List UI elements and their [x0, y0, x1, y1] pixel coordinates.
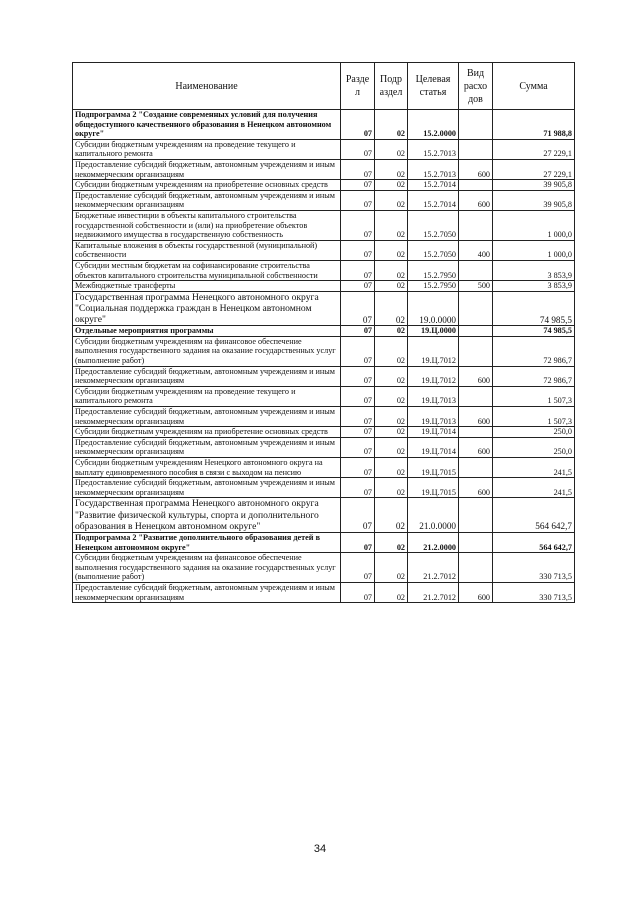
cell-statya: 15.2.7014 [408, 190, 459, 210]
cell-podrazdel: 02 [375, 180, 408, 191]
cell-summa: 3 853,9 [493, 260, 575, 280]
table-row [73, 110, 575, 140]
cell-statya: 15.2.7013 [408, 159, 459, 179]
cell-razdel: 07 [341, 291, 375, 326]
cell-statya: 19.Ц.7014 [408, 427, 459, 438]
cell-name: Предоставление субсидий бюджетным, автономным учреждениям и иным некоммерческим организациям [73, 582, 341, 602]
cell-summa: 39 905,8 [493, 180, 575, 191]
cell-razdel: 07 [341, 210, 375, 240]
cell-summa: 72 986,7 [493, 336, 575, 366]
cell-summa: 250,0 [493, 427, 575, 438]
cell-statya: 19.Ц.7015 [408, 458, 459, 478]
cell-razdel: 07 [341, 326, 375, 337]
cell-summa: 330 713,5 [493, 582, 575, 602]
table-row [73, 437, 575, 457]
cell-name: Бюджетные инвестиции в объекты капитального строительства государственной собственности и (или) на приобретение объектов недвижимого имущества в государственную собственность [73, 210, 341, 240]
cell-name: Субсидии бюджетным учреждениям на финансовое обеспечение выполнения государственного задания на оказание государственных услуг (выполнение работ) [73, 336, 341, 366]
cell-vid [459, 533, 493, 553]
cell-podrazdel: 02 [375, 582, 408, 602]
cell-podrazdel: 02 [375, 110, 408, 140]
cell-statya: 15.2.0000 [408, 110, 459, 140]
cell-vid: 600 [459, 437, 493, 457]
cell-summa: 564 642,7 [493, 498, 575, 533]
cell-podrazdel: 02 [375, 260, 408, 280]
cell-vid: 600 [459, 407, 493, 427]
cell-vid: 500 [459, 281, 493, 292]
cell-vid: 600 [459, 582, 493, 602]
cell-vid [459, 110, 493, 140]
cell-name: Субсидии бюджетным учреждениям на приобретение основных средств [73, 427, 341, 438]
cell-podrazdel: 02 [375, 366, 408, 386]
cell-statya: 19.Ц.7014 [408, 437, 459, 457]
cell-statya: 19.Ц.7015 [408, 478, 459, 498]
cell-razdel: 07 [341, 260, 375, 280]
cell-name: Субсидии бюджетным учреждениям Ненецкого автономного округа на выплату единовременного пособия в связи с выходом на пенсию [73, 458, 341, 478]
cell-summa: 241,5 [493, 478, 575, 498]
table-row [73, 427, 575, 438]
cell-vid [459, 498, 493, 533]
cell-statya: 19.Ц.7012 [408, 336, 459, 366]
cell-name: Субсидии местным бюджетам на софинансирование строительства объектов капитального строительства муниципальной собственности [73, 260, 341, 280]
cell-vid [459, 553, 493, 583]
table-row [73, 498, 575, 533]
cell-statya: 19.0.0000 [408, 291, 459, 326]
cell-podrazdel: 02 [375, 458, 408, 478]
cell-summa: 3 853,9 [493, 281, 575, 292]
cell-name: Субсидии бюджетным учреждениям на проведение текущего и капитального ремонта [73, 139, 341, 159]
cell-summa: 72 986,7 [493, 366, 575, 386]
cell-name: Отдельные мероприятия программы [73, 326, 341, 337]
cell-vid: 600 [459, 478, 493, 498]
cell-podrazdel: 02 [375, 240, 408, 260]
page-number: 34 [313, 843, 327, 855]
cell-statya: 15.2.7950 [408, 281, 459, 292]
cell-vid: 600 [459, 366, 493, 386]
cell-name: Субсидии бюджетным учреждениям на проведение текущего и капитального ремонта [73, 386, 341, 406]
cell-podrazdel: 02 [375, 291, 408, 326]
cell-razdel: 07 [341, 553, 375, 583]
cell-statya: 21.2.0000 [408, 533, 459, 553]
cell-summa: 1 507,3 [493, 407, 575, 427]
cell-podrazdel: 02 [375, 139, 408, 159]
cell-summa: 250,0 [493, 437, 575, 457]
cell-podrazdel: 02 [375, 210, 408, 240]
cell-razdel: 07 [341, 281, 375, 292]
cell-razdel: 07 [341, 478, 375, 498]
table-row [73, 553, 575, 583]
cell-podrazdel: 02 [375, 386, 408, 406]
cell-podrazdel: 02 [375, 159, 408, 179]
cell-podrazdel: 02 [375, 326, 408, 337]
table-row [73, 458, 575, 478]
cell-statya: 15.2.7050 [408, 210, 459, 240]
cell-vid [459, 386, 493, 406]
cell-name: Предоставление субсидий бюджетным, автономным учреждениям и иным некоммерческим организациям [73, 159, 341, 179]
cell-summa: 74 985,5 [493, 291, 575, 326]
header-row [73, 63, 575, 110]
cell-razdel: 07 [341, 498, 375, 533]
cell-razdel: 07 [341, 407, 375, 427]
header-razdel: Разде л [341, 63, 375, 110]
cell-summa: 71 988,8 [493, 110, 575, 140]
cell-summa: 74 985,5 [493, 326, 575, 337]
cell-podrazdel: 02 [375, 190, 408, 210]
cell-podrazdel: 02 [375, 533, 408, 553]
cell-statya: 15.2.7950 [408, 260, 459, 280]
cell-statya: 19.Ц.7013 [408, 386, 459, 406]
cell-vid [459, 458, 493, 478]
table-row [73, 407, 575, 427]
cell-name: Субсидии бюджетным учреждениям на приобретение основных средств [73, 180, 341, 191]
cell-statya: 19.Ц.0000 [408, 326, 459, 337]
cell-statya: 15.2.7013 [408, 139, 459, 159]
cell-summa: 27 229,1 [493, 139, 575, 159]
cell-statya: 15.2.7014 [408, 180, 459, 191]
cell-name: Субсидии бюджетным учреждениям на финансовое обеспечение выполнения государственного задания на оказание государственных услуг (выполнение работ) [73, 553, 341, 583]
cell-summa: 330 713,5 [493, 553, 575, 583]
cell-podrazdel: 02 [375, 437, 408, 457]
cell-vid [459, 139, 493, 159]
cell-podrazdel: 02 [375, 478, 408, 498]
table-row [73, 386, 575, 406]
cell-vid [459, 326, 493, 337]
cell-name: Капитальные вложения в объекты государственной (муниципальной) собственности [73, 240, 341, 260]
cell-statya: 21.0.0000 [408, 498, 459, 533]
table-row [73, 533, 575, 553]
cell-razdel: 07 [341, 336, 375, 366]
header-podrazdel: Подр аздел [375, 63, 408, 110]
cell-summa: 564 642,7 [493, 533, 575, 553]
cell-razdel: 07 [341, 159, 375, 179]
header-vid: Вид расхо дов [459, 63, 493, 110]
cell-name: Подпрограмма 2 "Развитие дополнительного образования детей в Ненецком автономном округе" [73, 533, 341, 553]
cell-vid: 600 [459, 190, 493, 210]
table-row [73, 210, 575, 240]
table-body [73, 110, 575, 603]
cell-podrazdel: 02 [375, 281, 408, 292]
table-row [73, 336, 575, 366]
cell-razdel: 07 [341, 190, 375, 210]
cell-razdel: 07 [341, 139, 375, 159]
cell-razdel: 07 [341, 582, 375, 602]
cell-podrazdel: 02 [375, 427, 408, 438]
cell-name: Государственная программа Ненецкого автономного округа "Развитие физической культуры, спорта и дополнительного образования в Ненецком автономном округе" [73, 498, 341, 533]
cell-razdel: 07 [341, 180, 375, 191]
cell-razdel: 07 [341, 427, 375, 438]
cell-razdel: 07 [341, 533, 375, 553]
table-row [73, 180, 575, 191]
cell-name: Предоставление субсидий бюджетным, автономным учреждениям и иным некоммерческим организациям [73, 366, 341, 386]
cell-summa: 27 229,1 [493, 159, 575, 179]
table-row [73, 159, 575, 179]
cell-vid [459, 336, 493, 366]
header-summa: Сумма [493, 63, 575, 110]
cell-vid: 400 [459, 240, 493, 260]
cell-summa: 39 905,8 [493, 190, 575, 210]
cell-statya: 21.2.7012 [408, 553, 459, 583]
cell-vid [459, 427, 493, 438]
budget-table [72, 62, 575, 603]
cell-razdel: 07 [341, 437, 375, 457]
cell-razdel: 07 [341, 110, 375, 140]
cell-name: Подпрограмма 2 "Создание современных условий для получения общедоступного качественного образования в Ненецком автономном округе" [73, 110, 341, 140]
cell-statya: 19.Ц.7012 [408, 366, 459, 386]
table-row [73, 291, 575, 326]
cell-statya: 15.2.7050 [408, 240, 459, 260]
cell-podrazdel: 02 [375, 553, 408, 583]
cell-vid: 600 [459, 159, 493, 179]
header-name: Наименование [73, 63, 341, 110]
cell-summa: 1 507,3 [493, 386, 575, 406]
cell-summa: 241,5 [493, 458, 575, 478]
table-row [73, 190, 575, 210]
cell-name: Предоставление субсидий бюджетным, автономным учреждениям и иным некоммерческим организациям [73, 407, 341, 427]
cell-podrazdel: 02 [375, 498, 408, 533]
cell-razdel: 07 [341, 366, 375, 386]
cell-statya: 21.2.7012 [408, 582, 459, 602]
cell-summa: 1 000,0 [493, 210, 575, 240]
cell-razdel: 07 [341, 458, 375, 478]
cell-summa: 1 000,0 [493, 240, 575, 260]
cell-podrazdel: 02 [375, 407, 408, 427]
header-statya: Целевая статья [408, 63, 459, 110]
cell-name: Межбюджетные трансферты [73, 281, 341, 292]
table-row [73, 326, 575, 337]
table-row [73, 260, 575, 280]
cell-vid [459, 210, 493, 240]
table-row [73, 366, 575, 386]
cell-vid [459, 260, 493, 280]
table-row [73, 582, 575, 602]
cell-razdel: 07 [341, 386, 375, 406]
table-row [73, 478, 575, 498]
table-row [73, 139, 575, 159]
cell-name: Государственная программа Ненецкого автономного округа "Социальная поддержка граждан в Ненецком автономном округе" [73, 291, 341, 326]
cell-name: Предоставление субсидий бюджетным, автономным учреждениям и иным некоммерческим организациям [73, 437, 341, 457]
cell-name: Предоставление субсидий бюджетным, автономным учреждениям и иным некоммерческим организациям [73, 478, 341, 498]
cell-statya: 19.Ц.7013 [408, 407, 459, 427]
cell-name: Предоставление субсидий бюджетным, автономным учреждениям и иным некоммерческим организациям [73, 190, 341, 210]
table-row [73, 281, 575, 292]
cell-razdel: 07 [341, 240, 375, 260]
cell-vid [459, 291, 493, 326]
table-row [73, 240, 575, 260]
cell-podrazdel: 02 [375, 336, 408, 366]
cell-vid [459, 180, 493, 191]
